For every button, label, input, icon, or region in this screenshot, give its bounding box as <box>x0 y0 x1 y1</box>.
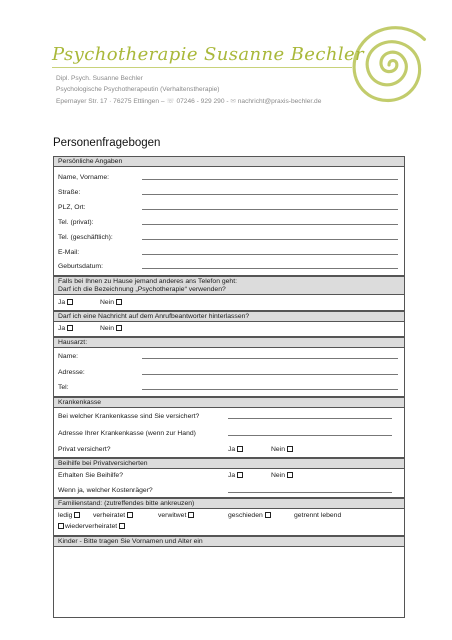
header-contact <box>56 97 321 105</box>
input-line[interactable] <box>228 418 392 419</box>
option-no[interactable]: Nein <box>100 324 122 334</box>
section-heading: Krankenkasse <box>54 398 404 408</box>
section-insurance <box>53 397 405 458</box>
option-widowed[interactable]: verwitwet <box>158 511 194 521</box>
option-yes[interactable]: Ja <box>228 471 243 481</box>
section-heading: Hausarzt: <box>54 338 404 348</box>
input-line[interactable] <box>142 209 398 210</box>
field-email[interactable]: E-Mail: <box>58 248 400 258</box>
checkbox[interactable] <box>119 523 125 529</box>
option-separated[interactable]: getrennt lebend <box>294 512 342 519</box>
option-no[interactable]: Nein <box>100 298 122 308</box>
option-yes[interactable]: Ja <box>58 298 73 308</box>
field-doctor-address[interactable]: Adresse: <box>58 368 400 378</box>
header-phone: 07246 - 929 290 - <box>176 98 229 105</box>
section-doctor <box>53 337 405 397</box>
field-insurance-name[interactable]: Bei welcher Krankenkasse sind Sie versichert? <box>58 412 400 422</box>
input-line[interactable] <box>142 374 398 375</box>
section-phone-permission <box>53 276 405 311</box>
input-line[interactable] <box>142 389 398 390</box>
option-yes[interactable]: Ja <box>58 324 73 334</box>
option-married[interactable]: verheiratet <box>93 511 133 521</box>
section-heading: Persönliche Angaben <box>54 157 404 167</box>
checkbox[interactable] <box>287 472 293 478</box>
section-voicemail-permission <box>53 311 405 337</box>
checkbox[interactable] <box>67 325 73 331</box>
header-divider <box>52 67 352 68</box>
checkbox[interactable] <box>127 512 133 518</box>
section-heading: Beihilfe bei Privatversicherten <box>54 459 404 469</box>
input-line[interactable] <box>142 268 398 269</box>
option-divorced[interactable]: geschieden <box>228 511 271 521</box>
checkbox[interactable] <box>67 299 73 305</box>
option-no[interactable]: Nein <box>271 445 293 455</box>
checkbox[interactable] <box>116 325 122 331</box>
field-doctor-name[interactable]: Name: <box>58 352 400 362</box>
field-phone-business[interactable]: Tel. (geschäftlich): <box>58 233 400 243</box>
checkbox[interactable] <box>188 512 194 518</box>
field-phone-private[interactable]: Tel. (privat): <box>58 218 400 228</box>
checkbox[interactable] <box>287 446 293 452</box>
input-line[interactable] <box>228 492 392 493</box>
input-line[interactable] <box>142 179 398 180</box>
form-title: Personenfragebogen <box>53 137 161 149</box>
input-line[interactable] <box>228 435 392 436</box>
field-name[interactable]: Name, Vorname: <box>58 173 400 183</box>
section-heading: Familienstand: (zutreffendes bitte ankreuzen) <box>54 499 404 509</box>
section-aid <box>53 458 405 498</box>
question-aid: Erhalten Sie Beihilfe? <box>58 472 123 479</box>
input-line[interactable] <box>142 358 398 359</box>
option-single[interactable]: ledig <box>58 511 80 521</box>
input-line[interactable] <box>142 194 398 195</box>
option-remarried[interactable]: wiederverheiratet <box>58 522 125 532</box>
field-insurance-address[interactable]: Adresse Ihrer Krankenkasse (wenn zur Hand) <box>58 429 400 439</box>
checkbox[interactable] <box>74 512 80 518</box>
header-email: nachricht@praxis-bechler.de <box>237 98 322 105</box>
children-textarea[interactable] <box>54 548 404 617</box>
header-name: Dipl. Psych. Susanne Bechler <box>56 75 143 82</box>
checkbox[interactable] <box>116 299 122 305</box>
question-private-insured: Privat versichert? <box>58 446 111 453</box>
checkbox[interactable] <box>265 512 271 518</box>
section-children <box>53 536 405 618</box>
header-address: Epernayer Str. 17 · 76275 Ettlingen – <box>56 98 165 105</box>
section-personal <box>53 156 405 276</box>
option-yes[interactable]: Ja <box>228 445 243 455</box>
section-marital-status <box>53 498 405 536</box>
practice-logo-text: Psychotherapie Susanne Bechler <box>52 44 365 65</box>
input-line[interactable] <box>142 254 398 255</box>
section-heading: Kinder - Bitte tragen Sie Vornamen und Alter ein <box>54 537 404 547</box>
envelope-icon: ✉ <box>230 98 236 105</box>
option-no[interactable]: Nein <box>271 471 293 481</box>
phone-icon: ☏ <box>166 98 175 105</box>
field-doctor-phone[interactable]: Tel: <box>58 383 400 393</box>
input-line[interactable] <box>142 224 398 225</box>
input-line[interactable] <box>142 239 398 240</box>
section-heading: Darf ich eine Nachricht auf dem Anrufbeantworter hinterlassen? <box>54 312 404 322</box>
checkbox[interactable] <box>237 472 243 478</box>
field-zip-city[interactable]: PLZ, Ort: <box>58 203 400 213</box>
field-birthdate[interactable]: Geburtsdatum: <box>58 262 400 272</box>
checkbox[interactable] <box>58 523 64 529</box>
header-title: Psychologische Psychotherapeutin (Verhaltenstherapie) <box>56 86 220 93</box>
field-street[interactable]: Straße: <box>58 188 400 198</box>
section-heading: Falls bei Ihnen zu Hause jemand anderes ans Telefon geht: Darf ich die Bezeichnung „Psychotherapie“ verwenden? <box>54 277 404 295</box>
checkbox[interactable] <box>237 446 243 452</box>
field-aid-provider[interactable]: Wenn ja, welcher Kostenräger? <box>58 486 400 496</box>
